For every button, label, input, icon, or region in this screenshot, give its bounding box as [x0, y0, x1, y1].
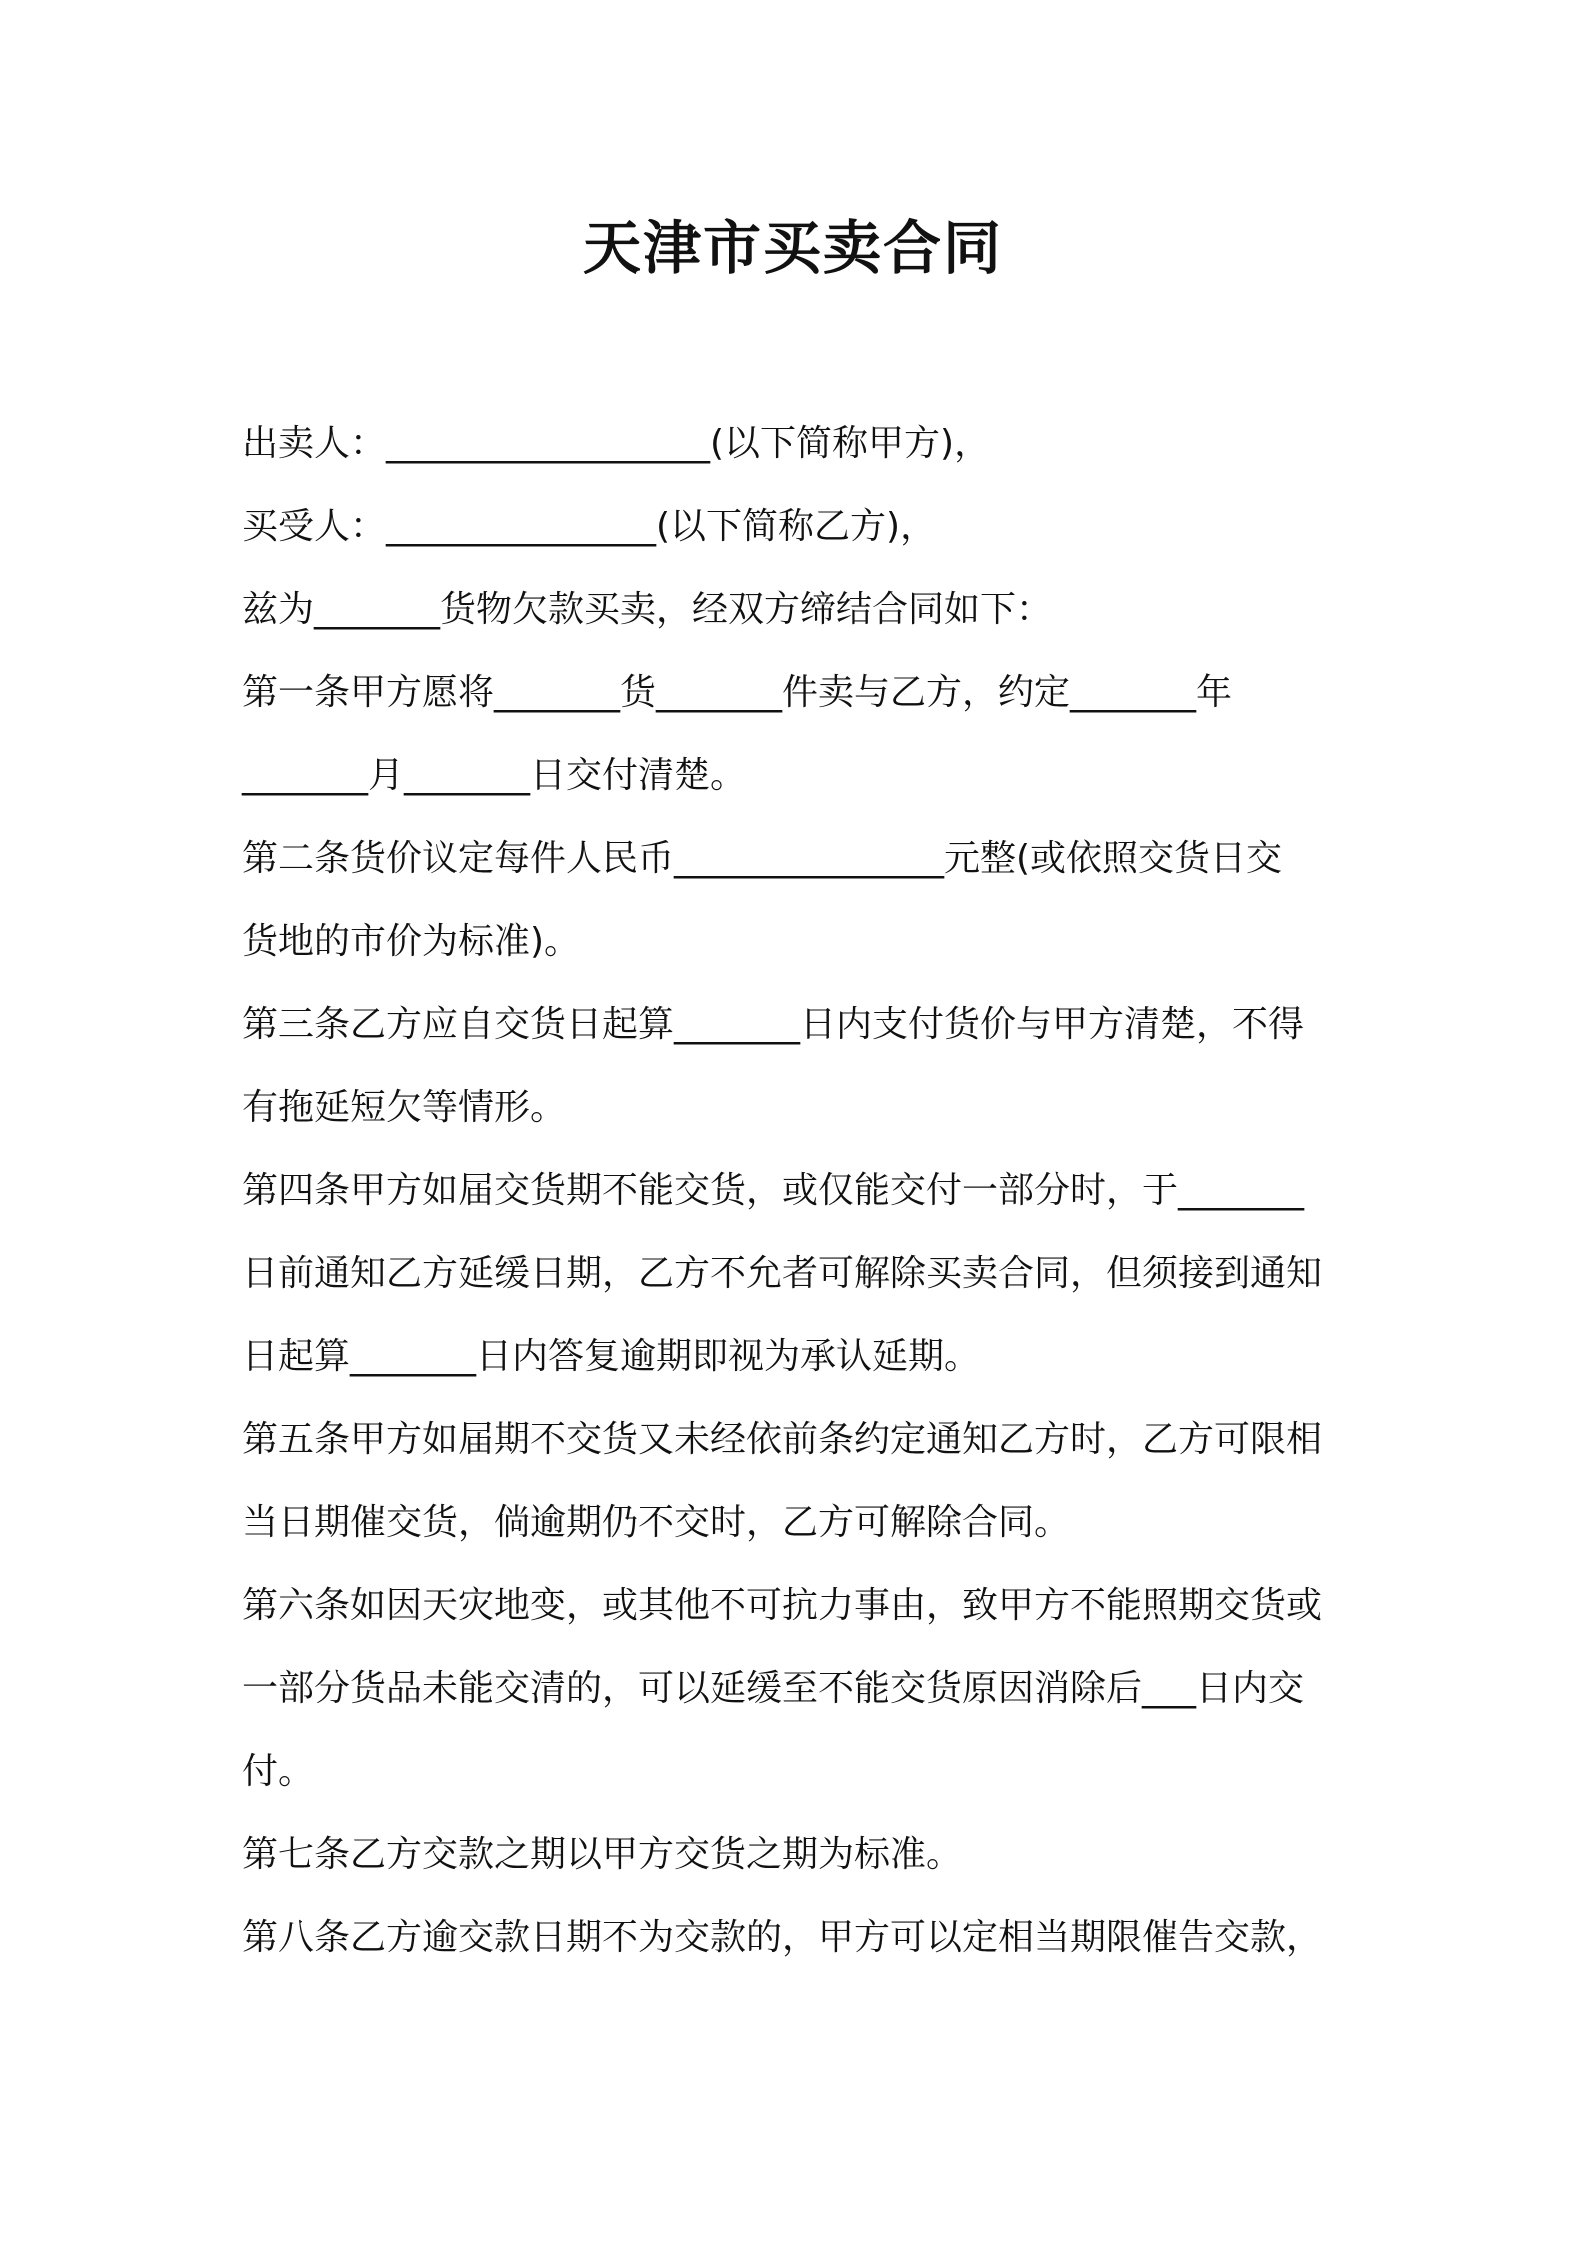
article-2-line-2: 货地的市价为标准)。	[242, 921, 581, 962]
article-7-line-1: 第七条乙方交款之期以甲方交货之期为标准。	[242, 1834, 963, 1875]
article-5-line-1: 第五条甲方如届期不交货又未经依前条约定通知乙方时，乙方可限相	[242, 1419, 1323, 1460]
article-4-line-2: 日前通知乙方延缓日期，乙方不允者可解除买卖合同，但须接到通知	[242, 1253, 1323, 1294]
article-1-line-1: 第一条甲方愿将_______货_______件卖与乙方，约定_______年	[242, 672, 1233, 713]
article-6-line-1: 第六条如因天灾地变，或其他不可抗力事由，致甲方不能照期交货或	[242, 1585, 1323, 1626]
article-6-line-3: 付。	[242, 1751, 315, 1792]
article-3-line-2: 有拖延短欠等情形。	[242, 1087, 567, 1128]
article-8-line-1: 第八条乙方逾交款日期不为交款的，甲方可以定相当期限催告交款，	[242, 1917, 1323, 1958]
contract-body	[242, 402, 1362, 1979]
article-1-line-2: _______月_______日交付清楚。	[242, 755, 747, 796]
article-3-line-1: 第三条乙方应自交货日起算_______日内支付货价与甲方清楚，不得	[242, 1004, 1305, 1045]
document-title: 天津市买卖合同	[582, 214, 1003, 282]
article-4-line-3: 日起算_______日内答复逾期即视为承认延期。	[242, 1336, 981, 1377]
article-4-line-1: 第四条甲方如届交货期不能交货，或仅能交付一部分时，于_______	[242, 1170, 1305, 1211]
article-6-line-2: 一部分货品未能交清的，可以延缓至不能交货原因消除后___日内交	[242, 1668, 1305, 1709]
seller-line: 出卖人：__________________(以下简称甲方)，	[242, 423, 991, 464]
preamble-line: 兹为_______货物欠款买卖，经双方缔结合同如下：	[242, 589, 1053, 630]
article-2-line-1: 第二条货价议定每件人民币_______________元整(或依照交货日交	[242, 838, 1283, 879]
article-5-line-2: 当日期催交货，倘逾期仍不交时，乙方可解除合同。	[242, 1502, 1071, 1543]
buyer-line: 买受人：_______________(以下简称乙方)，	[242, 506, 937, 547]
